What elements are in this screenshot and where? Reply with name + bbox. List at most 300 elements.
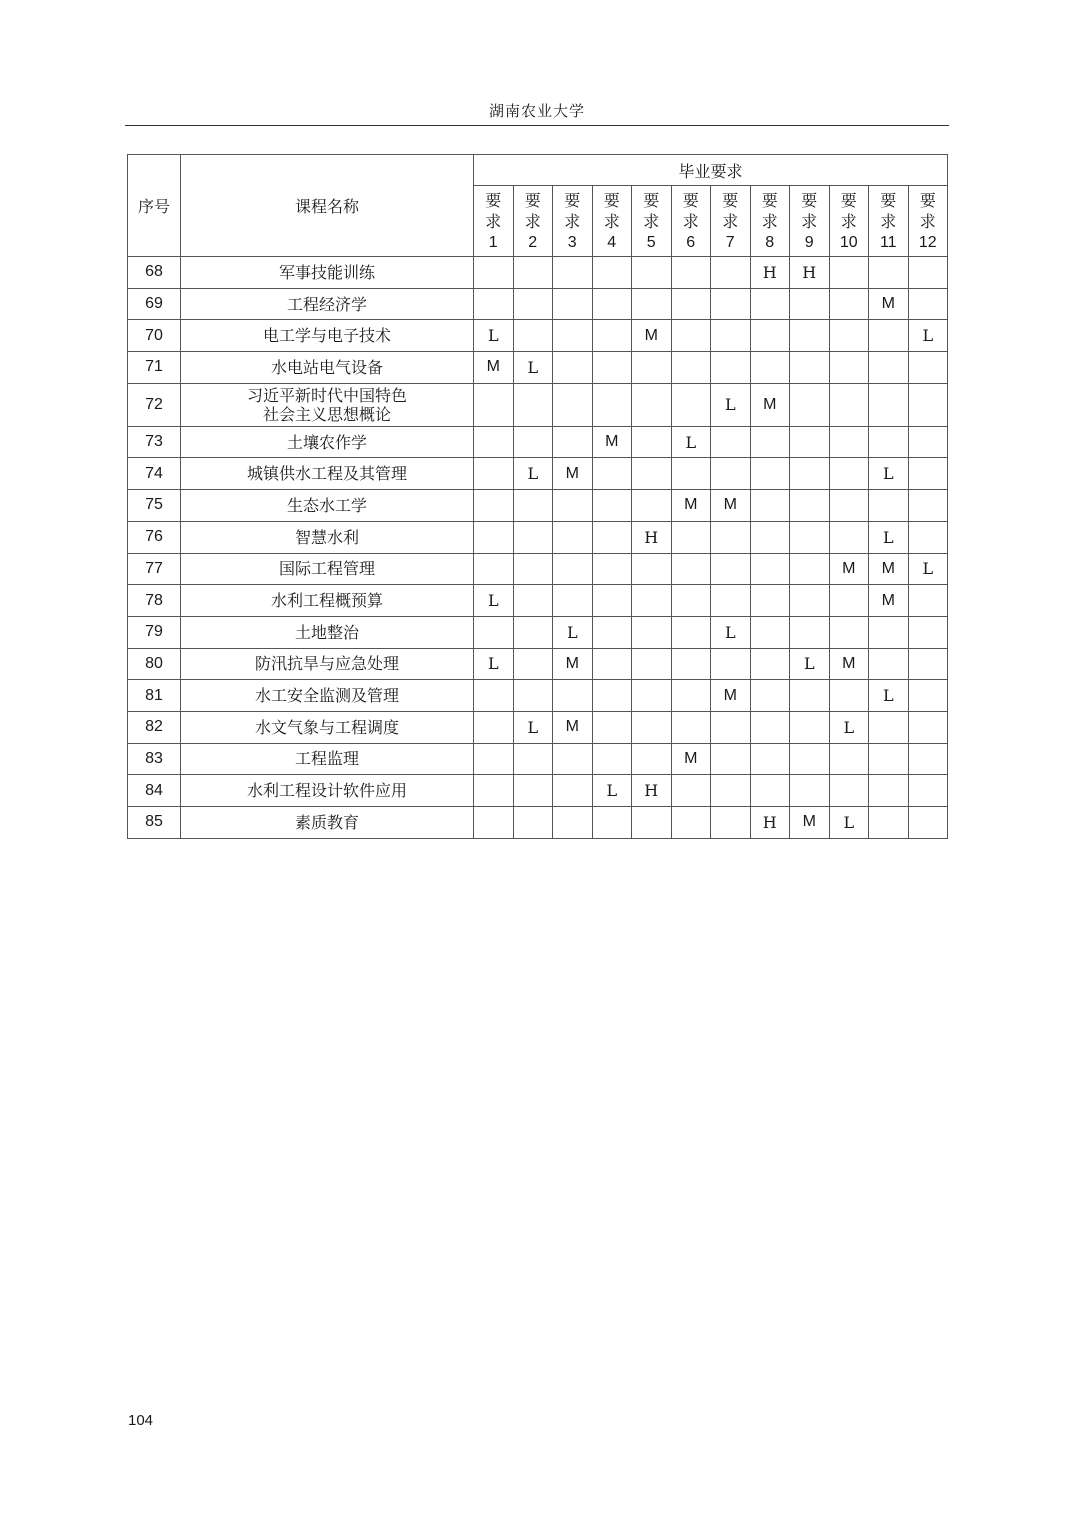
grade-cell-req-12: [908, 711, 948, 743]
grade-cell-req-11: M: [869, 553, 909, 585]
course-name-cell: [181, 383, 474, 426]
grade-cell-req-3: [553, 680, 593, 712]
grade-cell-req-5: [632, 807, 672, 839]
serial-number-cell: 73: [128, 426, 181, 458]
grade-cell-req-4: [592, 521, 632, 553]
grade-cell-req-9: [790, 383, 830, 426]
table-row: [128, 352, 948, 384]
grade-cell-req-1: [474, 521, 514, 553]
grade-cell-req-11: [869, 426, 909, 458]
grade-cell-req-2: L: [513, 711, 553, 743]
grade-cell-req-11: [869, 383, 909, 426]
grade-cell-req-5: [632, 585, 672, 617]
grade-cell-req-1: [474, 775, 514, 807]
serial-number-cell: 81: [128, 680, 181, 712]
grade-cell-req-3: [553, 553, 593, 585]
header-requirement-10: [829, 186, 869, 257]
grade-cell-req-8: [750, 711, 790, 743]
grade-cell-req-1: [474, 711, 514, 743]
course-name-cell: [181, 490, 474, 522]
grade-cell-req-6: [671, 257, 711, 289]
grade-cell-req-1: L: [474, 585, 514, 617]
grade-cell-req-7: L: [711, 383, 751, 426]
grade-cell-req-6: M: [671, 743, 711, 775]
grade-cell-req-4: [592, 680, 632, 712]
grade-cell-req-7: [711, 648, 751, 680]
grade-cell-req-7: [711, 352, 751, 384]
grade-cell-req-8: [750, 775, 790, 807]
grade-cell-req-5: [632, 553, 672, 585]
course-name-line: 水电站电气设备: [270, 357, 383, 377]
grade-cell-req-11: [869, 490, 909, 522]
grade-cell-req-8: [750, 426, 790, 458]
requirement-7-line1: 要: [722, 190, 739, 210]
grade-cell-req-10: [829, 257, 869, 289]
table-row: [128, 320, 948, 352]
grade-cell-req-7: [711, 521, 751, 553]
grade-cell-req-4: [592, 257, 632, 289]
grade-cell-req-3: M: [553, 711, 593, 743]
header-requirement-3: [553, 186, 593, 257]
grade-cell-req-9: [790, 458, 830, 490]
course-name-line: 水利工程概预算: [270, 591, 383, 611]
requirement-2-number: 2: [528, 233, 538, 251]
course-name-line: 水工安全监测及管理: [254, 686, 399, 706]
grade-cell-req-2: [513, 743, 553, 775]
table-row: [128, 458, 948, 490]
grade-cell-req-6: [671, 648, 711, 680]
grade-cell-req-9: [790, 490, 830, 522]
grade-cell-req-3: [553, 257, 593, 289]
grade-cell-req-5: [632, 426, 672, 458]
grade-cell-req-10: L: [829, 807, 869, 839]
requirement-3-line1: 要: [564, 190, 581, 210]
grade-cell-req-9: [790, 521, 830, 553]
table-row: [128, 521, 948, 553]
serial-number-cell: 78: [128, 585, 181, 617]
grade-cell-req-7: [711, 320, 751, 352]
grade-cell-req-2: [513, 490, 553, 522]
grade-cell-req-11: [869, 352, 909, 384]
course-name-cell: [181, 807, 474, 839]
grade-cell-req-5: [632, 743, 672, 775]
table-row: [128, 257, 948, 289]
serial-number-cell: 72: [128, 383, 181, 426]
grade-cell-req-4: [592, 616, 632, 648]
grade-cell-req-8: [750, 553, 790, 585]
grade-cell-req-6: [671, 352, 711, 384]
grade-cell-req-9: [790, 585, 830, 617]
course-name-cell: [181, 616, 474, 648]
grade-cell-req-1: [474, 383, 514, 426]
grade-cell-req-9: [790, 288, 830, 320]
requirement-1-line1: 要: [485, 190, 502, 210]
grade-cell-req-4: [592, 288, 632, 320]
grade-cell-req-3: M: [553, 458, 593, 490]
grade-cell-req-1: [474, 257, 514, 289]
requirement-2-line2: 求: [524, 211, 541, 231]
requirement-3-number: 3: [567, 233, 577, 251]
grade-cell-req-11: M: [869, 288, 909, 320]
grade-cell-req-2: [513, 775, 553, 807]
requirement-6-line1: 要: [682, 190, 699, 210]
course-name-line: 防汛抗旱与应急处理: [254, 654, 399, 674]
grade-cell-req-11: L: [869, 680, 909, 712]
grade-cell-req-1: M: [474, 352, 514, 384]
grade-cell-req-5: [632, 352, 672, 384]
requirement-8-line1: 要: [761, 190, 778, 210]
header-requirement-2: [513, 186, 553, 257]
grade-cell-req-2: [513, 257, 553, 289]
grade-cell-req-2: [513, 648, 553, 680]
header-serial-number: 序号: [128, 155, 181, 257]
page-header: 湖南农业大学: [488, 102, 585, 120]
grade-cell-req-6: [671, 711, 711, 743]
course-name-line: 社会主义思想概论: [262, 404, 391, 424]
requirement-8-line2: 求: [761, 211, 778, 231]
grade-cell-req-5: [632, 257, 672, 289]
grade-cell-req-1: L: [474, 320, 514, 352]
header-requirement-12: [908, 186, 948, 257]
course-name-line: 生态水工学: [286, 495, 367, 515]
course-name-cell: [181, 553, 474, 585]
course-name-line: 国际工程管理: [278, 559, 375, 579]
table-row: [128, 680, 948, 712]
requirement-9-line2: 求: [801, 211, 818, 231]
course-name-cell: [181, 352, 474, 384]
grade-cell-req-9: [790, 711, 830, 743]
grade-cell-req-1: [474, 743, 514, 775]
grade-cell-req-1: [474, 680, 514, 712]
grade-cell-req-7: [711, 807, 751, 839]
table-row: [128, 807, 948, 839]
course-name-line: 素质教育: [294, 812, 359, 832]
course-name-line: 习近平新时代中国特色: [246, 385, 407, 405]
course-name-line: 工程经济学: [286, 294, 367, 314]
grade-cell-req-12: [908, 257, 948, 289]
grade-cell-req-12: [908, 775, 948, 807]
requirement-5-line2: 求: [643, 211, 660, 231]
requirement-4-number: 4: [607, 233, 617, 251]
grade-cell-req-4: [592, 458, 632, 490]
grade-cell-req-10: [829, 383, 869, 426]
grade-cell-req-7: M: [711, 680, 751, 712]
requirement-7-line2: 求: [722, 211, 739, 231]
grade-cell-req-3: M: [553, 648, 593, 680]
grade-cell-req-7: [711, 257, 751, 289]
requirement-12-number: 12: [918, 233, 937, 251]
header-requirement-8: [750, 186, 790, 257]
grade-cell-req-12: [908, 680, 948, 712]
header-requirement-5: [632, 186, 672, 257]
requirement-2-line1: 要: [524, 190, 541, 210]
grade-cell-req-11: L: [869, 521, 909, 553]
grade-cell-req-2: [513, 320, 553, 352]
course-name-line: 城镇供水工程及其管理: [246, 464, 407, 484]
serial-number-cell: 82: [128, 711, 181, 743]
grade-cell-req-4: M: [592, 426, 632, 458]
grade-cell-req-9: [790, 320, 830, 352]
grade-cell-req-5: [632, 616, 672, 648]
grade-cell-req-8: [750, 680, 790, 712]
grade-cell-req-8: [750, 585, 790, 617]
grade-cell-req-10: [829, 743, 869, 775]
table-row: [128, 743, 948, 775]
requirement-12-line2: 求: [919, 211, 936, 231]
grade-cell-req-5: M: [632, 320, 672, 352]
grade-cell-req-1: [474, 553, 514, 585]
requirement-9-number: 9: [804, 233, 814, 251]
grade-cell-req-4: [592, 585, 632, 617]
grade-cell-req-7: [711, 585, 751, 617]
course-name-cell: [181, 711, 474, 743]
course-name-line: 电工学与电子技术: [262, 326, 391, 346]
grade-cell-req-1: [474, 288, 514, 320]
grade-cell-req-10: [829, 320, 869, 352]
grade-cell-req-8: [750, 521, 790, 553]
grade-cell-req-9: [790, 743, 830, 775]
header-course-name: 课程名称: [181, 155, 474, 257]
requirement-11-number: 11: [879, 233, 897, 251]
header-requirement-1: [474, 186, 514, 257]
course-name-line: 土壤农作学: [286, 432, 367, 452]
table-row: [128, 616, 948, 648]
grade-cell-req-9: [790, 680, 830, 712]
requirement-8-number: 8: [765, 233, 775, 251]
grade-cell-req-10: [829, 521, 869, 553]
grade-cell-req-4: [592, 320, 632, 352]
header-requirement-4: [592, 186, 632, 257]
requirement-10-line2: 求: [840, 211, 857, 231]
course-requirement-matrix: [127, 154, 948, 839]
serial-number-cell: 85: [128, 807, 181, 839]
header-rule: [125, 125, 949, 126]
header-requirement-9: [790, 186, 830, 257]
grade-cell-req-3: [553, 288, 593, 320]
grade-cell-req-6: [671, 807, 711, 839]
grade-cell-req-2: [513, 426, 553, 458]
grade-cell-req-9: [790, 616, 830, 648]
course-name-line: 土地整治: [294, 622, 359, 642]
grade-cell-req-3: [553, 383, 593, 426]
grade-cell-req-4: [592, 807, 632, 839]
course-name-line: 军事技能训练: [278, 262, 375, 282]
requirement-5-number: 5: [646, 233, 656, 251]
grade-cell-req-12: L: [908, 320, 948, 352]
grade-cell-req-10: [829, 426, 869, 458]
grade-cell-req-1: [474, 807, 514, 839]
requirement-3-line2: 求: [564, 211, 581, 231]
course-name-cell: [181, 288, 474, 320]
requirement-11-line2: 求: [880, 211, 897, 231]
grade-cell-req-3: [553, 807, 593, 839]
grade-cell-req-2: [513, 553, 553, 585]
grade-cell-req-2: [513, 521, 553, 553]
requirement-1-line2: 求: [485, 211, 502, 231]
grade-cell-req-8: H: [750, 807, 790, 839]
table-row: [128, 585, 948, 617]
requirement-7-number: 7: [725, 233, 735, 251]
table-row: [128, 288, 948, 320]
requirement-4-line1: 要: [603, 190, 620, 210]
grade-cell-req-11: [869, 648, 909, 680]
grade-cell-req-10: L: [829, 711, 869, 743]
grade-cell-req-5: H: [632, 775, 672, 807]
grade-cell-req-8: [750, 288, 790, 320]
grade-cell-req-10: [829, 490, 869, 522]
grade-cell-req-3: [553, 521, 593, 553]
grade-cell-req-1: [474, 616, 514, 648]
table-row: [128, 711, 948, 743]
grade-cell-req-1: L: [474, 648, 514, 680]
grade-cell-req-7: M: [711, 490, 751, 522]
table-row: [128, 775, 948, 807]
grade-cell-req-4: [592, 490, 632, 522]
course-name-cell: [181, 648, 474, 680]
grade-cell-req-8: [750, 616, 790, 648]
grade-cell-req-10: [829, 288, 869, 320]
grade-cell-req-6: [671, 775, 711, 807]
serial-number-cell: 84: [128, 775, 181, 807]
grade-cell-req-4: [592, 352, 632, 384]
course-name-cell: [181, 521, 474, 553]
grade-cell-req-6: [671, 616, 711, 648]
grade-cell-req-6: M: [671, 490, 711, 522]
grade-cell-req-11: [869, 807, 909, 839]
course-name-cell: [181, 775, 474, 807]
grade-cell-req-1: [474, 426, 514, 458]
course-name-cell: [181, 320, 474, 352]
course-name-line: 水文气象与工程调度: [254, 717, 399, 737]
grade-cell-req-3: [553, 352, 593, 384]
grade-cell-req-8: H: [750, 257, 790, 289]
grade-cell-req-3: [553, 743, 593, 775]
course-name-line: 水利工程设计软件应用: [246, 781, 407, 801]
grade-cell-req-11: [869, 711, 909, 743]
grade-cell-req-10: M: [829, 553, 869, 585]
grade-cell-req-4: L: [592, 775, 632, 807]
serial-number-cell: 77: [128, 553, 181, 585]
grade-cell-req-11: L: [869, 458, 909, 490]
grade-cell-req-11: [869, 320, 909, 352]
grade-cell-req-9: L: [790, 648, 830, 680]
serial-number-cell: 83: [128, 743, 181, 775]
header-requirement-11: [869, 186, 909, 257]
table-row: [128, 553, 948, 585]
grade-cell-req-12: [908, 616, 948, 648]
grade-cell-req-9: H: [790, 257, 830, 289]
grade-cell-req-12: [908, 352, 948, 384]
grade-cell-req-7: [711, 426, 751, 458]
grade-cell-req-5: [632, 680, 672, 712]
grade-cell-req-8: [750, 490, 790, 522]
course-name-line: 工程监理: [294, 749, 359, 769]
header-graduation-requirements: 毕业要求: [474, 155, 948, 186]
grade-cell-req-2: [513, 585, 553, 617]
grade-cell-req-2: [513, 807, 553, 839]
grade-cell-req-2: [513, 383, 553, 426]
grade-cell-req-1: [474, 490, 514, 522]
grade-cell-req-5: [632, 490, 672, 522]
course-name-line: 智慧水利: [294, 527, 359, 547]
grade-cell-req-4: [592, 553, 632, 585]
grade-cell-req-11: [869, 616, 909, 648]
grade-cell-req-9: [790, 775, 830, 807]
grade-cell-req-12: [908, 490, 948, 522]
grade-cell-req-12: L: [908, 553, 948, 585]
grade-cell-req-12: [908, 426, 948, 458]
grade-cell-req-2: L: [513, 352, 553, 384]
grade-cell-req-3: [553, 320, 593, 352]
grade-cell-req-6: [671, 458, 711, 490]
requirement-10-number: 10: [839, 233, 858, 251]
grade-cell-req-4: [592, 383, 632, 426]
grade-cell-req-5: [632, 383, 672, 426]
grade-cell-req-12: [908, 288, 948, 320]
grade-cell-req-6: [671, 320, 711, 352]
grade-cell-req-9: [790, 352, 830, 384]
grade-cell-req-5: [632, 288, 672, 320]
course-name-cell: [181, 458, 474, 490]
grade-cell-req-2: [513, 288, 553, 320]
grade-cell-req-10: [829, 616, 869, 648]
grade-cell-req-8: [750, 458, 790, 490]
grade-cell-req-4: [592, 711, 632, 743]
serial-number-cell: 80: [128, 648, 181, 680]
serial-number-cell: 79: [128, 616, 181, 648]
grade-cell-req-11: [869, 775, 909, 807]
grade-cell-req-7: [711, 553, 751, 585]
grade-cell-req-2: [513, 680, 553, 712]
grade-cell-req-3: L: [553, 616, 593, 648]
grade-cell-req-3: [553, 585, 593, 617]
table-row: [128, 648, 948, 680]
grade-cell-req-3: [553, 490, 593, 522]
table-row: [128, 426, 948, 458]
grade-cell-req-6: [671, 553, 711, 585]
grade-cell-req-7: L: [711, 616, 751, 648]
grade-cell-req-10: [829, 585, 869, 617]
grade-cell-req-12: [908, 585, 948, 617]
grade-cell-req-8: [750, 648, 790, 680]
grade-cell-req-7: [711, 711, 751, 743]
page-number: 104: [128, 1412, 154, 1429]
grade-cell-req-11: [869, 743, 909, 775]
grade-cell-req-6: L: [671, 426, 711, 458]
requirement-12-line1: 要: [919, 190, 936, 210]
requirement-9-line1: 要: [801, 190, 818, 210]
grade-cell-req-12: [908, 458, 948, 490]
grade-cell-req-6: [671, 288, 711, 320]
course-name-cell: [181, 585, 474, 617]
requirement-10-line1: 要: [840, 190, 857, 210]
course-name-cell: [181, 257, 474, 289]
grade-cell-req-3: [553, 775, 593, 807]
serial-number-cell: 68: [128, 257, 181, 289]
serial-number-cell: 74: [128, 458, 181, 490]
serial-number-cell: 69: [128, 288, 181, 320]
grade-cell-req-4: [592, 743, 632, 775]
grade-cell-req-8: [750, 743, 790, 775]
requirement-5-line1: 要: [643, 190, 660, 210]
grade-cell-req-4: [592, 648, 632, 680]
grade-cell-req-10: [829, 458, 869, 490]
table-row: [128, 490, 948, 522]
requirement-6-line2: 求: [682, 211, 699, 231]
grade-cell-req-10: [829, 775, 869, 807]
grade-cell-req-5: [632, 711, 672, 743]
grade-cell-req-8: [750, 352, 790, 384]
